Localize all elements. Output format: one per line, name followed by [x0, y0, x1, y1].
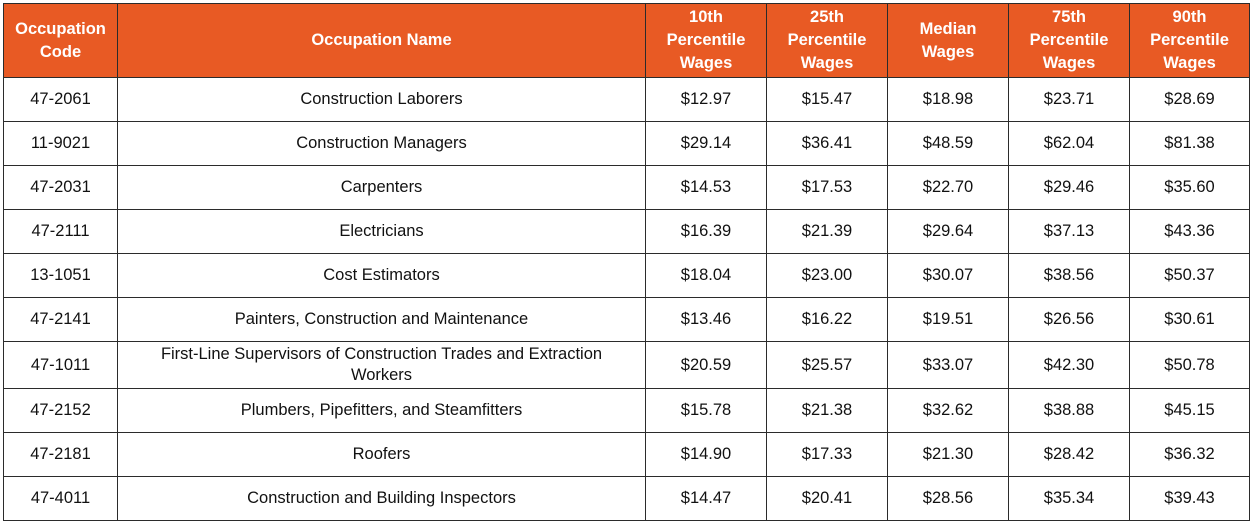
occupation-name: Construction Managers [118, 122, 646, 166]
wage-75th: $28.42 [1009, 433, 1130, 477]
header-median: Median Wages [888, 4, 1009, 78]
occupation-name: Construction and Building Inspectors [118, 477, 646, 521]
wage-25th: $20.41 [767, 477, 888, 521]
wage-75th: $38.56 [1009, 254, 1130, 298]
wage-75th: $35.34 [1009, 477, 1130, 521]
header-90th-percentile: 90th Percentile Wages [1130, 4, 1250, 78]
header-occupation-name: Occupation Name [118, 4, 646, 78]
wage-25th: $36.41 [767, 122, 888, 166]
occupation-code: 47-2181 [4, 433, 118, 477]
occupation-code: 47-2061 [4, 78, 118, 122]
table-row [4, 166, 1250, 210]
occupation-name: Plumbers, Pipefitters, and Steamfitters [118, 389, 646, 433]
wage-75th: $23.71 [1009, 78, 1130, 122]
wage-75th: $29.46 [1009, 166, 1130, 210]
header-25th-percentile: 25th Percentile Wages [767, 4, 888, 78]
wages-table [3, 3, 1250, 521]
header-10th-percentile: 10th Percentile Wages [646, 4, 767, 78]
wage-25th: $16.22 [767, 298, 888, 342]
wage-90th: $35.60 [1130, 166, 1250, 210]
wage-90th: $30.61 [1130, 298, 1250, 342]
wage-90th: $43.36 [1130, 210, 1250, 254]
wage-median: $19.51 [888, 298, 1009, 342]
header-75th-percentile: 75th Percentile Wages [1009, 4, 1130, 78]
wage-10th: $13.46 [646, 298, 767, 342]
wage-25th: $15.47 [767, 78, 888, 122]
wage-10th: $20.59 [646, 342, 767, 389]
occupation-code: 13-1051 [4, 254, 118, 298]
wage-median: $21.30 [888, 433, 1009, 477]
occupation-code: 47-2141 [4, 298, 118, 342]
wage-75th: $37.13 [1009, 210, 1130, 254]
wage-75th: $42.30 [1009, 342, 1130, 389]
occupation-code: 47-2111 [4, 210, 118, 254]
wages-table-container [3, 3, 1250, 521]
wage-median: $30.07 [888, 254, 1009, 298]
occupation-code: 47-1011 [4, 342, 118, 389]
wage-10th: $14.90 [646, 433, 767, 477]
wage-90th: $50.78 [1130, 342, 1250, 389]
wage-90th: $39.43 [1130, 477, 1250, 521]
wage-90th: $28.69 [1130, 78, 1250, 122]
wage-25th: $21.39 [767, 210, 888, 254]
table-row [4, 477, 1250, 521]
wage-25th: $25.57 [767, 342, 888, 389]
wage-10th: $12.97 [646, 78, 767, 122]
occupation-name: Construction Laborers [118, 78, 646, 122]
wage-25th: $21.38 [767, 389, 888, 433]
wage-75th: $62.04 [1009, 122, 1130, 166]
occupation-code: 47-2031 [4, 166, 118, 210]
wage-75th: $38.88 [1009, 389, 1130, 433]
occupation-code: 47-4011 [4, 477, 118, 521]
wage-median: $22.70 [888, 166, 1009, 210]
wage-median: $28.56 [888, 477, 1009, 521]
table-row [4, 210, 1250, 254]
table-row [4, 78, 1250, 122]
wage-90th: $81.38 [1130, 122, 1250, 166]
table-row [4, 342, 1250, 389]
table-row [4, 433, 1250, 477]
wage-median: $32.62 [888, 389, 1009, 433]
table-row [4, 254, 1250, 298]
occupation-name: First-Line Supervisors of Construction Trades and Extraction Workers [118, 342, 646, 389]
wage-10th: $16.39 [646, 210, 767, 254]
occupation-code: 47-2152 [4, 389, 118, 433]
wage-75th: $26.56 [1009, 298, 1130, 342]
wage-median: $33.07 [888, 342, 1009, 389]
wage-10th: $18.04 [646, 254, 767, 298]
table-row [4, 122, 1250, 166]
wage-10th: $15.78 [646, 389, 767, 433]
wage-10th: $14.47 [646, 477, 767, 521]
wage-median: $48.59 [888, 122, 1009, 166]
occupation-name: Carpenters [118, 166, 646, 210]
occupation-name: Painters, Construction and Maintenance [118, 298, 646, 342]
occupation-code: 11-9021 [4, 122, 118, 166]
table-row [4, 389, 1250, 433]
header-occupation-code: Occupation Code [4, 4, 118, 78]
wage-10th: $29.14 [646, 122, 767, 166]
wage-25th: $17.53 [767, 166, 888, 210]
wage-median: $18.98 [888, 78, 1009, 122]
wage-10th: $14.53 [646, 166, 767, 210]
wage-25th: $23.00 [767, 254, 888, 298]
table-row [4, 298, 1250, 342]
wage-90th: $36.32 [1130, 433, 1250, 477]
wage-90th: $45.15 [1130, 389, 1250, 433]
header-row [4, 4, 1250, 78]
wage-90th: $50.37 [1130, 254, 1250, 298]
occupation-name: Roofers [118, 433, 646, 477]
wage-median: $29.64 [888, 210, 1009, 254]
wage-25th: $17.33 [767, 433, 888, 477]
occupation-name: Electricians [118, 210, 646, 254]
occupation-name: Cost Estimators [118, 254, 646, 298]
